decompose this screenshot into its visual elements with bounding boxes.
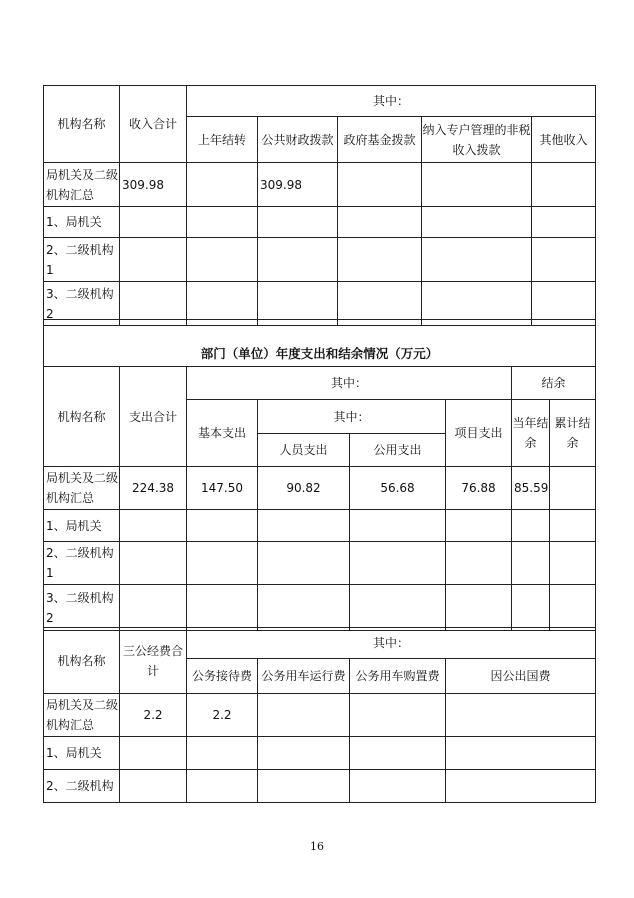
table-row	[44, 238, 596, 282]
row-cumulative	[550, 585, 596, 631]
row-nontax	[422, 238, 532, 282]
group-header: 其中：	[187, 86, 596, 117]
row-name: 3、二级机构2	[44, 282, 120, 326]
table-row	[44, 207, 596, 238]
table-row	[44, 737, 596, 770]
row-basic	[187, 542, 258, 585]
row-car-buy	[350, 770, 446, 803]
row-name: 3、二级机构2	[44, 585, 120, 631]
row-personnel: 90.82	[258, 467, 350, 510]
row-total: 309.98	[120, 163, 187, 207]
group-header: 其中：	[187, 628, 596, 659]
row-total	[120, 510, 187, 542]
row-name: 局机关及二级机构汇总	[44, 163, 120, 207]
row-other	[532, 238, 596, 282]
row-total	[120, 585, 187, 631]
cumulative-balance-header: 累计结余	[550, 400, 596, 467]
row-total	[120, 207, 187, 238]
row-fund	[338, 163, 422, 207]
col-total-header: 支出合计	[120, 367, 187, 467]
row-personnel	[258, 542, 350, 585]
row-name: 局机关及二级机构汇总	[44, 694, 120, 737]
row-car-buy	[350, 737, 446, 770]
table-row	[44, 770, 596, 803]
row-personnel	[258, 510, 350, 542]
row-car-run	[258, 694, 350, 737]
sub-header-reception: 公务接待费	[187, 659, 258, 694]
public-use-header: 公用支出	[350, 434, 446, 467]
row-public	[258, 207, 338, 238]
row-reception	[187, 770, 258, 803]
row-fund	[338, 207, 422, 238]
sub-header-abroad: 因公出国费	[446, 659, 596, 694]
row-cumulative	[550, 542, 596, 585]
row-personnel	[258, 585, 350, 631]
col-total-header: 收入合计	[120, 86, 187, 163]
sub-header-public: 公共财政拨款	[258, 117, 338, 163]
row-other	[532, 207, 596, 238]
row-basic: 147.50	[187, 467, 258, 510]
section-title: 部门（单位）年度支出和结余情况（万元）	[44, 320, 596, 367]
project-header: 项目支出	[446, 400, 512, 467]
row-public-use	[350, 542, 446, 585]
row-name: 局机关及二级机构汇总	[44, 467, 120, 510]
row-total: 2.2	[120, 694, 187, 737]
table-row	[44, 467, 596, 510]
row-public-use	[350, 585, 446, 631]
income-table	[43, 85, 596, 326]
row-total	[120, 770, 187, 803]
three-public-table	[43, 627, 596, 803]
row-current	[512, 542, 550, 585]
row-reception: 2.2	[187, 694, 258, 737]
row-abroad	[446, 770, 596, 803]
row-car-run	[258, 737, 350, 770]
col-total-header: 三公经费合计	[120, 628, 187, 694]
table-row	[44, 694, 596, 737]
row-name: 2、二级机构1	[44, 542, 120, 585]
basic-header: 基本支出	[187, 400, 258, 467]
row-total	[120, 737, 187, 770]
row-name: 1、局机关	[44, 207, 120, 238]
row-basic	[187, 510, 258, 542]
row-current: 85.59	[512, 467, 550, 510]
row-basic	[187, 585, 258, 631]
table-row	[44, 163, 596, 207]
table-row	[44, 510, 596, 542]
row-abroad	[446, 737, 596, 770]
row-public-use: 56.68	[350, 467, 446, 510]
table-row	[44, 585, 596, 631]
expense-table	[43, 319, 596, 631]
row-name: 1、局机关	[44, 510, 120, 542]
row-other	[532, 163, 596, 207]
row-carry	[187, 207, 258, 238]
row-car-buy	[350, 694, 446, 737]
sub-header-car-run: 公务用车运行费	[258, 659, 350, 694]
row-project	[446, 510, 512, 542]
col-name-header: 机构名称	[44, 86, 120, 163]
row-public	[258, 238, 338, 282]
row-project	[446, 585, 512, 631]
row-cumulative	[550, 510, 596, 542]
sub-header-other: 其他收入	[532, 117, 596, 163]
page-number: 16	[310, 840, 324, 853]
row-abroad	[446, 694, 596, 737]
col-name-header: 机构名称	[44, 367, 120, 467]
sub-header-nontax: 纳入专户管理的非税收入拨款	[422, 117, 532, 163]
row-name: 1、局机关	[44, 737, 120, 770]
row-cumulative	[550, 467, 596, 510]
col-name-header: 机构名称	[44, 628, 120, 694]
row-public-use	[350, 510, 446, 542]
row-fund	[338, 238, 422, 282]
row-nontax	[422, 207, 532, 238]
basic-group-header: 其中：	[258, 400, 446, 434]
row-project	[446, 542, 512, 585]
row-current	[512, 585, 550, 631]
current-balance-header: 当年结余	[512, 400, 550, 467]
table-row	[44, 542, 596, 585]
row-reception	[187, 737, 258, 770]
row-total: 224.38	[120, 467, 187, 510]
row-car-run	[258, 770, 350, 803]
row-total	[120, 542, 187, 585]
row-current	[512, 510, 550, 542]
group-header: 其中：	[187, 367, 512, 400]
row-project: 76.88	[446, 467, 512, 510]
row-nontax	[422, 163, 532, 207]
balance-header: 结余	[512, 367, 596, 400]
sub-header-fund: 政府基金拨款	[338, 117, 422, 163]
row-total	[120, 238, 187, 282]
row-carry	[187, 238, 258, 282]
row-name: 2、二级机构1	[44, 238, 120, 282]
row-public: 309.98	[258, 163, 338, 207]
sub-header-car-buy: 公务用车购置费	[350, 659, 446, 694]
row-carry	[187, 163, 258, 207]
row-name: 2、二级机构	[44, 770, 120, 803]
personnel-header: 人员支出	[258, 434, 350, 467]
sub-header-carry: 上年结转	[187, 117, 258, 163]
